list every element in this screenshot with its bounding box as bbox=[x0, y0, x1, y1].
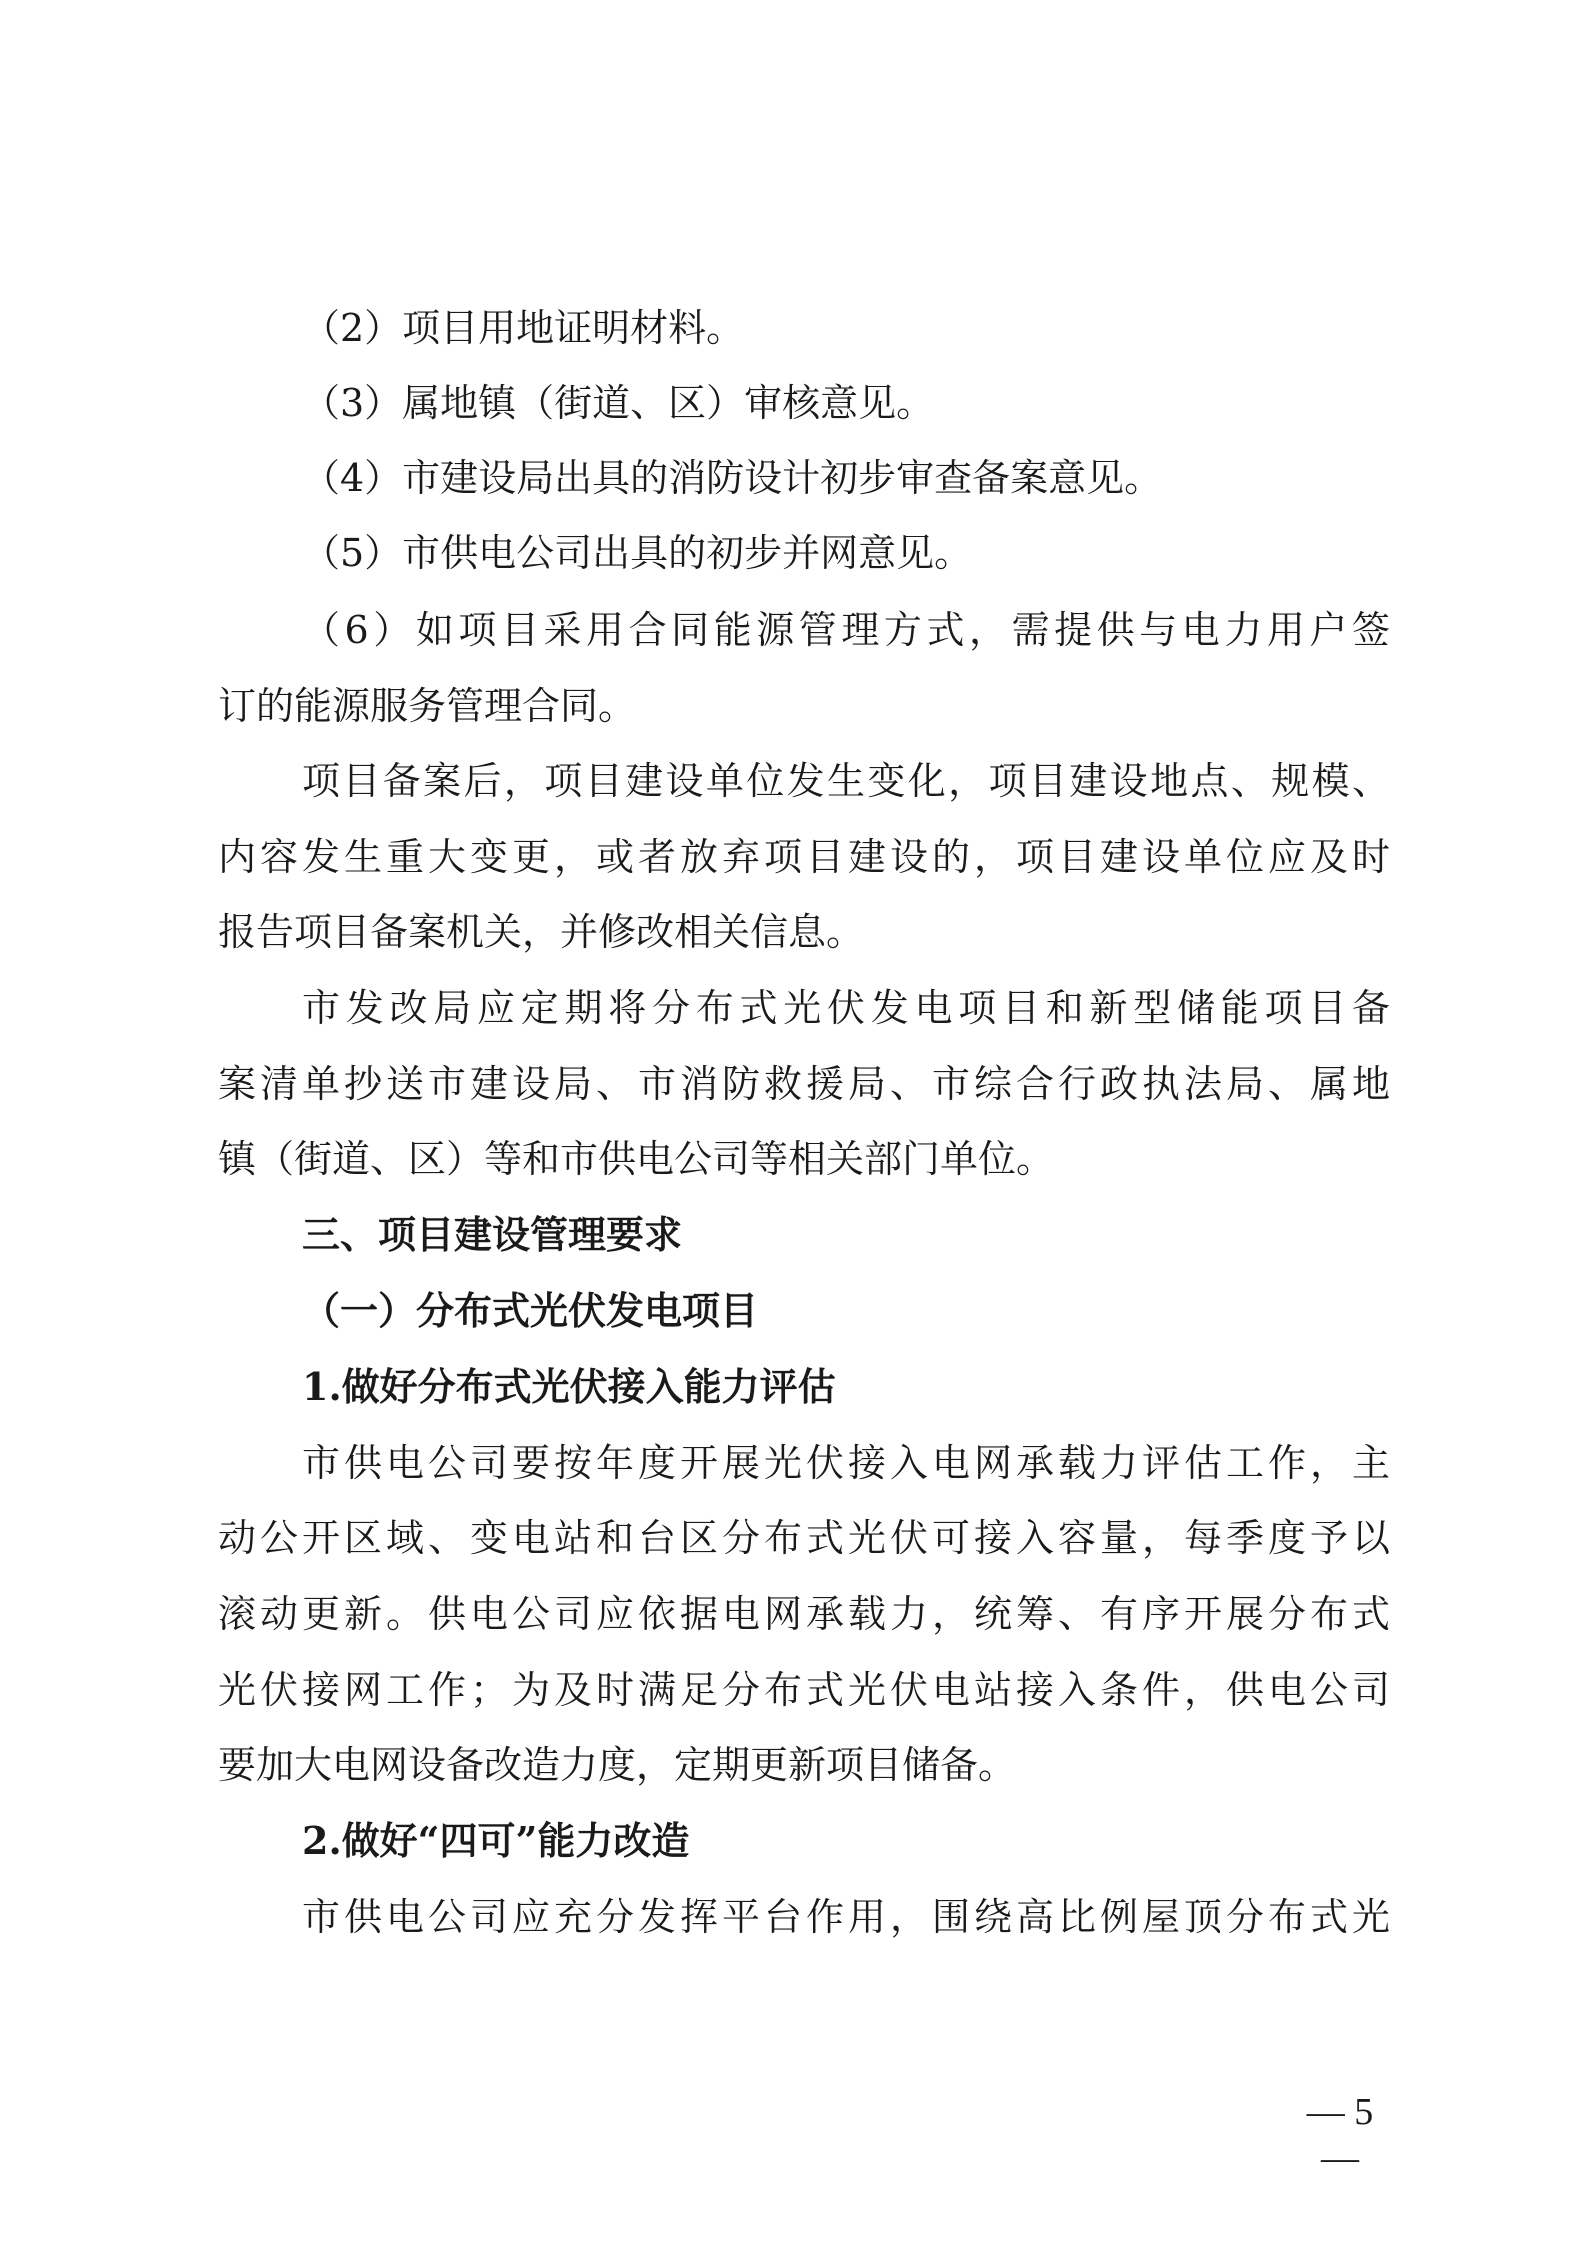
document-page: （2）项目用地证明材料。 （3）属地镇（街道、区）审核意见。 （4）市建设局出具的消防设计初步审查备案意见。 （5）市供电公司出具的初步并网意见。 （6）如项目采用合同能源管理方式，需提供与电力用户签 订的能源服务管理合同。 项目备案后，项目建设单位发生变化，项目建设地点、规模、 内容发生重大变更，或者放弃项目建设的，项目建设单位应及时 报告项目备案机关，并修改相关信息。 市发改局应定期将分布式光伏发电项目和新型储能项目备 案清单抄送市建设局、市消防救援局、市综合行政执法局、属地 镇（街道、区）等和市供电公司等相关部门单位。 三、项目建设管理要求 （一）分布式光伏发电项目 1.做好分布式光伏接入能力评估 市供电公司要按年度开展光伏接入电网承载力评估工作，主 动公开区域、变电站和台区分布式光伏可接入容量，每季度予以 滚动更新。供电公司应依据电网承载力，统筹、有序开展分布式 光伏接网工作；为及时满足分布式光伏电站接入条件，供电公司 要加大电网设备改造力度，定期更新项目储备。 2.做好“四可”能力改造 市供电公司应充分发挥平台作用，围绕高比例屋顶分布式光 — 5 — bbox=[0, 0, 1587, 2245]
page-number: — 5 — bbox=[1306, 2091, 1374, 2179]
